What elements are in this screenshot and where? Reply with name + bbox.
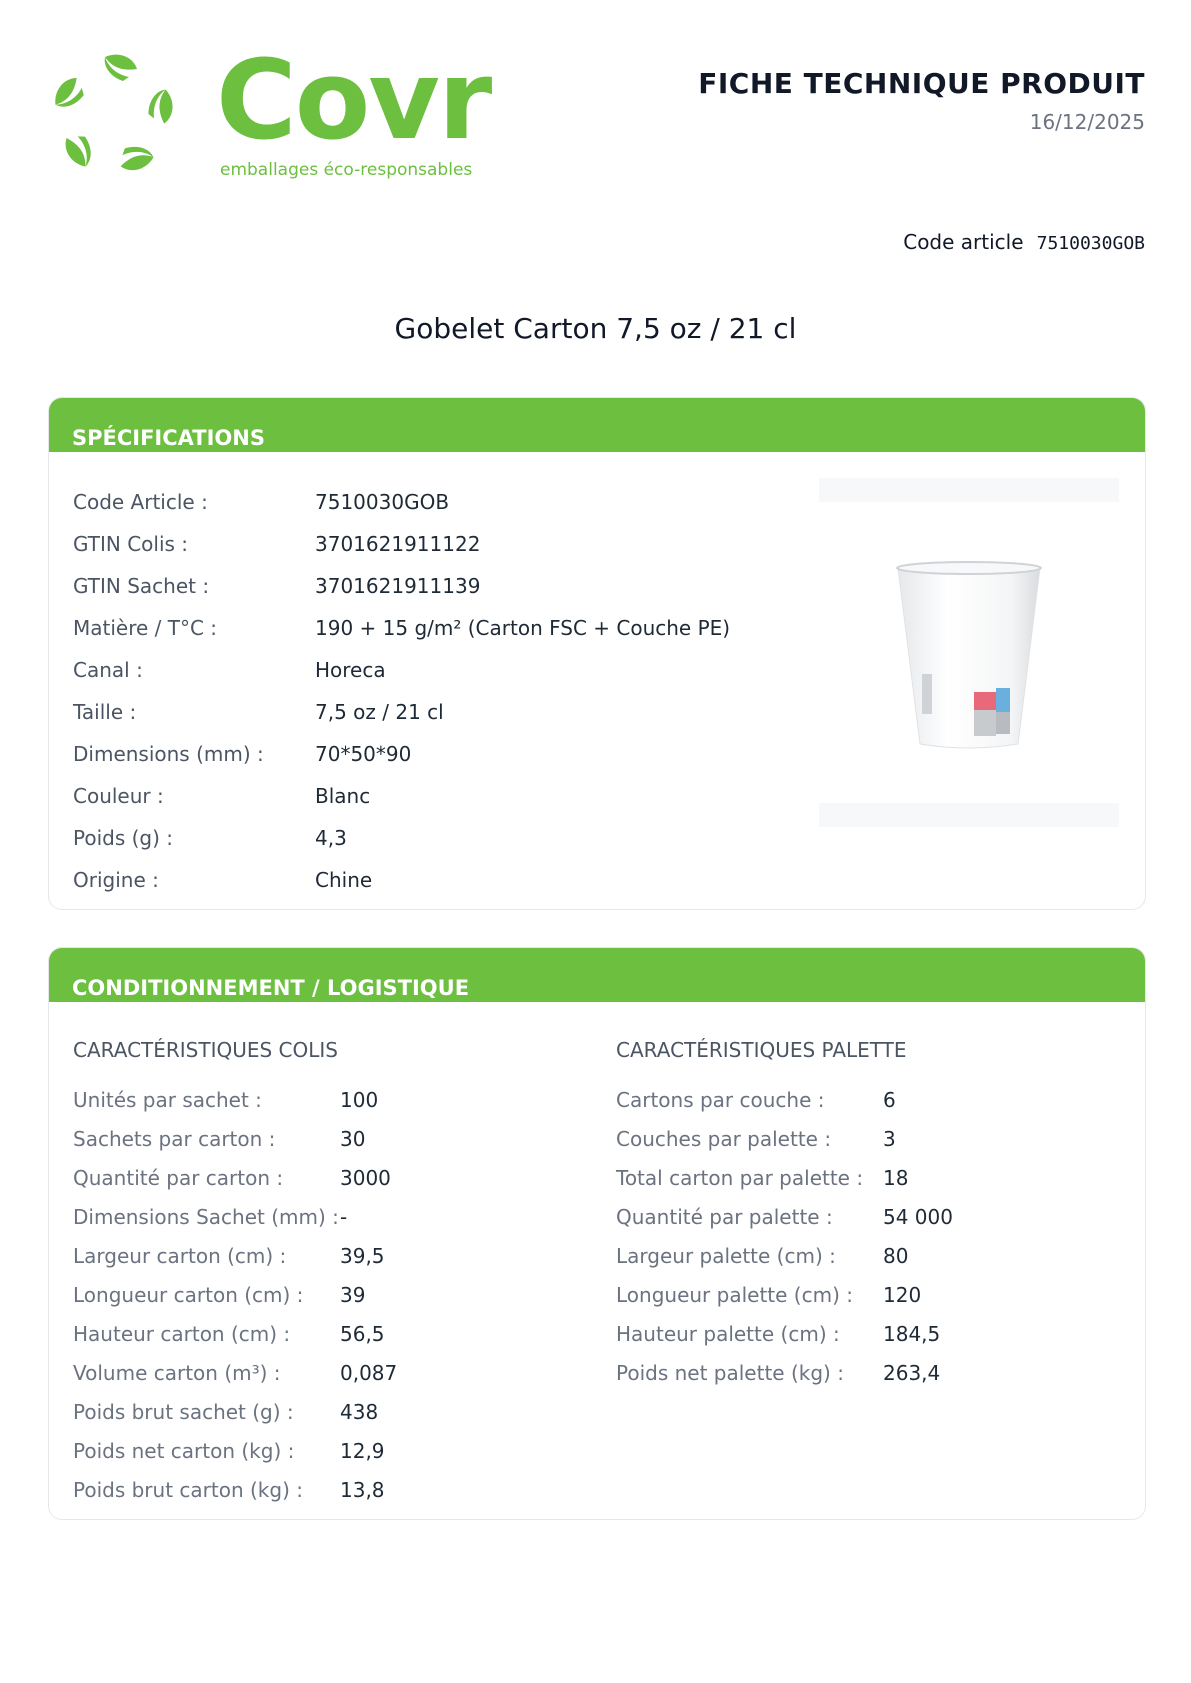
colis-value: 100 <box>340 1088 379 1112</box>
brand-tagline: emballages éco-responsables <box>220 160 473 180</box>
palette-value: 54 000 <box>883 1205 953 1229</box>
colis-value: 39 <box>340 1283 366 1307</box>
spec-label: GTIN Sachet : <box>73 574 210 598</box>
spec-value: 190 + 15 g/m² (Carton FSC + Couche PE) <box>315 616 731 640</box>
spec-value: 4,3 <box>315 826 347 850</box>
palette-label: Total carton par palette : <box>616 1166 864 1190</box>
spec-value: 7,5 oz / 21 cl <box>315 700 444 724</box>
palette-value: 184,5 <box>883 1322 941 1346</box>
spec-value: 3701621911139 <box>315 574 481 598</box>
spec-value: Horeca <box>315 658 386 682</box>
colis-label: Poids brut sachet (g) : <box>73 1400 294 1424</box>
colis-label: Unités par sachet : <box>73 1088 262 1112</box>
specifications-heading: SPÉCIFICATIONS <box>49 398 1145 452</box>
colis-label: Poids net carton (kg) : <box>73 1439 295 1463</box>
palette-value: 18 <box>883 1166 909 1190</box>
spec-label: Origine : <box>73 868 159 892</box>
spec-label: GTIN Colis : <box>73 532 189 556</box>
palette-label: Cartons par couche : <box>616 1088 825 1112</box>
spec-value: 70*50*90 <box>315 742 412 766</box>
palette-value: 3 <box>883 1127 896 1151</box>
spec-value: 3701621911122 <box>315 532 481 556</box>
spec-label: Dimensions (mm) : <box>73 742 264 766</box>
logistics-heading: CONDITIONNEMENT / LOGISTIQUE <box>49 948 1145 1002</box>
palette-label: Quantité par palette : <box>616 1205 833 1229</box>
spec-label: Canal : <box>73 658 143 682</box>
image-shadow-top <box>819 478 1119 502</box>
spec-label: Poids (g) : <box>73 826 174 850</box>
document-date: 16/12/2025 <box>1029 110 1145 134</box>
spec-value: 7510030GOB <box>315 490 450 514</box>
colis-value: - <box>340 1205 348 1229</box>
palette-value: 6 <box>883 1088 896 1112</box>
colis-label: Sachets par carton : <box>73 1127 276 1151</box>
brand-name: Covr <box>216 36 491 164</box>
paper-cup-image <box>894 558 1044 753</box>
palette-label: Hauteur palette (cm) : <box>616 1322 840 1346</box>
document-title: FICHE TECHNIQUE PRODUIT <box>698 67 1145 100</box>
spec-label: Couleur : <box>73 784 164 808</box>
colis-label: Hauteur carton (cm) : <box>73 1322 291 1346</box>
palette-value: 263,4 <box>883 1361 941 1385</box>
article-code-value: 7510030GOB <box>1036 233 1145 254</box>
brand-logo <box>48 36 491 188</box>
palette-value: 120 <box>883 1283 922 1307</box>
article-code <box>903 230 1145 254</box>
colis-value: 0,087 <box>340 1361 398 1385</box>
spec-value: Blanc <box>315 784 371 808</box>
colis-value: 56,5 <box>340 1322 385 1346</box>
colis-value: 12,9 <box>340 1439 385 1463</box>
palette-label: Largeur palette (cm) : <box>616 1244 836 1268</box>
colis-value: 39,5 <box>340 1244 385 1268</box>
specifications-section <box>48 397 1146 910</box>
colis-label: Poids brut carton (kg) : <box>73 1478 303 1502</box>
spec-label: Matière / T°C : <box>73 616 218 640</box>
colis-value: 30 <box>340 1127 366 1151</box>
palette-label: Poids net palette (kg) : <box>616 1361 844 1385</box>
palette-label: Longueur palette (cm) : <box>616 1283 853 1307</box>
palette-label: Couches par palette : <box>616 1127 832 1151</box>
spec-value: Chine <box>315 868 373 892</box>
palette-value: 80 <box>883 1244 909 1268</box>
colis-value: 3000 <box>340 1166 391 1190</box>
colis-label: Quantité par carton : <box>73 1166 284 1190</box>
recycle-leaves-icon <box>48 50 178 180</box>
colis-label: Volume carton (m³) : <box>73 1361 281 1385</box>
product-title: Gobelet Carton 7,5 oz / 21 cl <box>394 312 797 345</box>
colis-value: 13,8 <box>340 1478 385 1502</box>
colis-value: 438 <box>340 1400 379 1424</box>
palette-title: CARACTÉRISTIQUES PALETTE <box>616 1038 907 1062</box>
colis-title: CARACTÉRISTIQUES COLIS <box>73 1038 338 1062</box>
spec-label: Taille : <box>73 700 137 724</box>
colis-label: Longueur carton (cm) : <box>73 1283 304 1307</box>
colis-label: Largeur carton (cm) : <box>73 1244 287 1268</box>
spec-label: Code Article : <box>73 490 208 514</box>
colis-label: Dimensions Sachet (mm) : <box>73 1205 339 1229</box>
logistics-section <box>48 947 1146 1520</box>
article-code-label: Code article <box>903 230 1024 254</box>
image-shadow-bottom <box>819 803 1119 827</box>
